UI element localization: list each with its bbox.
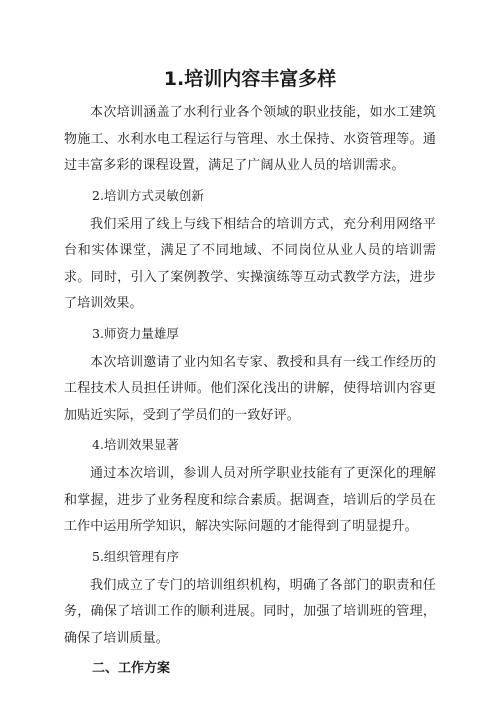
heading-organization: 5.组织管理有序 xyxy=(92,548,179,564)
heading-training-effect: 4.培训效果显著 xyxy=(92,437,179,452)
paragraph-training-effect: 通过本次培训，参训人员对所学职业技能有了更深化的理解和掌握，进步了业务程度和综合素质。据调查，培训后的学员在工作中运用所学知识，解决实际问题的才能得到了明显提升。 xyxy=(64,466,436,534)
heading-training-method: 2.培训方式灵敏创新 xyxy=(92,187,204,203)
heading-faculty: 3.师资力量雄厚 xyxy=(92,325,179,341)
paragraph-training-method: 我们采用了线上与线下相结合的培训方式，充分利用网络平台和实体课堂，满足了不同地域、不同岗位从业人员的培训需求。同时，引入了案例教学、实操演练等互动式教学方法，进步了培训效果。 xyxy=(64,216,436,311)
paragraph-course-content: 本次培训涵盖了水利行业各个领域的职业技能，如水工建筑物施工、水利水电工程运行与管理、水土保持、水资管理等。通过丰富多彩的课程设置，满足了广阔从业人员的培训需求。 xyxy=(64,105,436,173)
paragraph-organization: 我们成立了专门的培训组织机构，明确了各部门的职责和任务，确保了培训工作的顺利进展。同时，加强了培训班的管理，确保了培训质量。 xyxy=(64,577,436,646)
document-title: 1.培训内容丰富多样 xyxy=(163,68,337,90)
section-heading-work-plan: 二、工作方案 xyxy=(92,661,171,676)
paragraph-faculty: 本次培训邀请了业内知名专家、教授和具有一线工作经历的工程技术人员担任讲师。他们深化浅出的讲解，使得培训内容更加贴近实际，受到了学员们的一致好评。 xyxy=(64,354,436,423)
